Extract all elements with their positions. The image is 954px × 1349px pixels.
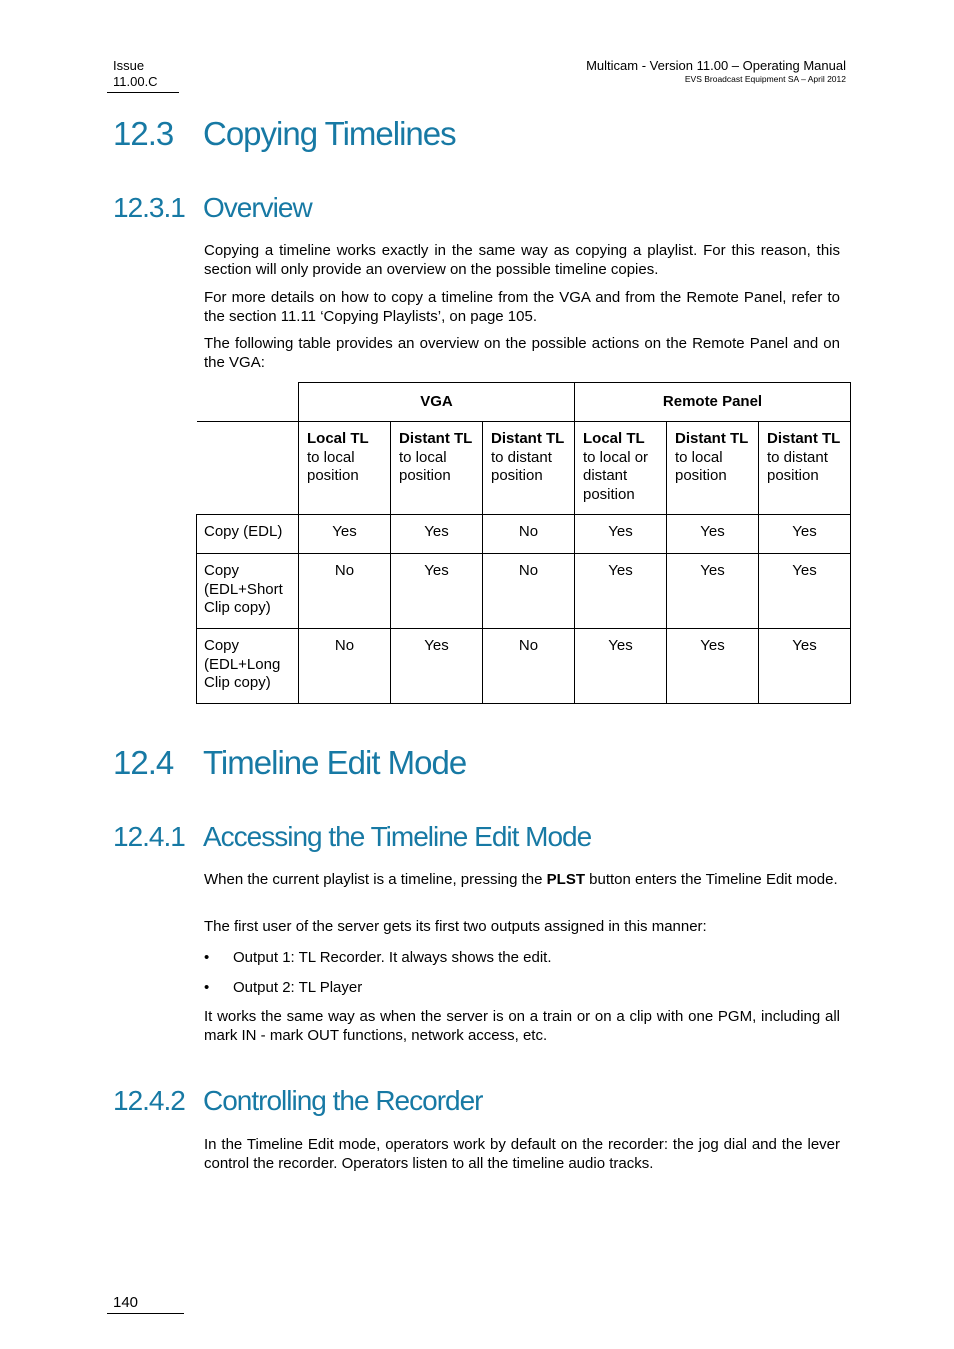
column-header (667, 422, 759, 515)
table-cell: Yes (575, 515, 667, 554)
column-header (575, 422, 667, 515)
table-column-header-row (197, 422, 851, 515)
overview-paragraph-3: The following table provides an overview on the possible actions on the Remote Panel and on the VGA: (204, 335, 840, 371)
plst-button-name: PLST (546, 871, 585, 888)
copy-overview-table (196, 382, 851, 704)
column-header-bold: Distant TL (491, 430, 565, 447)
table-cell: Yes (667, 554, 759, 629)
column-header-text: to distant position (767, 448, 828, 484)
section-12-3-heading (113, 114, 456, 154)
table-cell: No (299, 629, 391, 704)
table-corner-cell (197, 383, 299, 422)
section-12-4-2-heading (113, 1084, 483, 1118)
table-cell: No (483, 515, 575, 554)
document-title: Multicam - Version 11.00 – Operating Manual (586, 58, 846, 73)
group-header-vga: VGA (299, 383, 575, 422)
column-header-text: to local position (675, 448, 727, 484)
column-header (759, 422, 851, 515)
table-cell: Yes (667, 629, 759, 704)
table-cell: Yes (391, 554, 483, 629)
row-label: Copy (EDL) (197, 515, 299, 554)
table-group-header-row (197, 383, 851, 422)
issue-rule (107, 92, 179, 93)
row-label: Copy (EDL+Short Clip copy) (197, 554, 299, 629)
table-cell: Yes (391, 515, 483, 554)
column-header-bold: Local TL (307, 430, 369, 447)
table-cell: Yes (759, 629, 851, 704)
overview-paragraph-2: For more details on how to copy a timeline from the VGA and from the Remote Panel, refer to the section 11.11 ‘Copying Playlists’, on page 105. (204, 289, 840, 325)
column-header (483, 422, 575, 515)
section-title: Controlling the Recorder (203, 1085, 483, 1116)
section-title: Copying Timelines (203, 115, 456, 152)
bullet-icon: • (204, 949, 210, 966)
issue-number: 11.00.C (113, 74, 158, 89)
controlling-paragraph-1: In the Timeline Edit mode, operators work by default on the recorder: the jog dial and the lever control the recorder. Operators listen to all the timeline audio tracks. (204, 1136, 840, 1172)
bullet-icon: • (204, 979, 210, 996)
column-header (299, 422, 391, 515)
accessing-paragraph-3: It works the same way as when the server is on a train or on a clip with one PGM, including all mark IN - mark OUT functions, network access, etc. (204, 1008, 840, 1044)
column-header-text: to local position (307, 448, 359, 484)
paragraph-text: button enters the Timeline Edit mode. (585, 871, 838, 888)
section-title: Accessing the Timeline Edit Mode (203, 821, 592, 852)
section-number: 12.4.2 (113, 1085, 185, 1116)
table-cell: Yes (391, 629, 483, 704)
table-row (197, 629, 851, 704)
section-number: 12.3.1 (113, 192, 185, 223)
section-title: Overview (203, 192, 312, 223)
overview-paragraph-1: Copying a timeline works exactly in the same way as copying a playlist. For this reason, this section will only provide an overview on the possible timeline copies. (204, 242, 840, 278)
table-cell: Yes (575, 629, 667, 704)
group-header-remote-panel: Remote Panel (575, 383, 851, 422)
column-header-text: to local position (399, 448, 451, 484)
paragraph-text: When the current playlist is a timeline, pressing the (204, 871, 547, 888)
page-number: 140 (113, 1294, 139, 1311)
document-subtitle: EVS Broadcast Equipment SA – April 2012 (684, 74, 846, 84)
section-12-4-heading (113, 743, 466, 783)
section-title: Timeline Edit Mode (203, 744, 467, 781)
table-cell: Yes (759, 554, 851, 629)
column-header-bold: Distant TL (399, 430, 473, 447)
column-header-bold: Distant TL (675, 430, 749, 447)
section-12-3-1-heading (113, 191, 312, 225)
issue-label: Issue (113, 58, 145, 73)
row-label: Copy (EDL+Long Clip copy) (197, 629, 299, 704)
accessing-paragraph-2: The first user of the server gets its first two outputs assigned in this manner: (204, 918, 707, 935)
list-item (204, 979, 362, 997)
table-cell: Yes (667, 515, 759, 554)
table-cell: No (483, 554, 575, 629)
section-number: 12.4.1 (113, 821, 185, 852)
table-row (197, 515, 851, 554)
table-cell: Yes (299, 515, 391, 554)
section-12-4-1-heading (113, 820, 591, 854)
column-header-text: to distant position (491, 448, 552, 484)
table-row (197, 554, 851, 629)
table-cell: Yes (759, 515, 851, 554)
accessing-paragraph-1 (204, 871, 840, 890)
column-header-bold: Local TL (583, 430, 645, 447)
column-header-text: to local or distant position (583, 448, 649, 503)
table-cell: No (483, 629, 575, 704)
list-item (204, 949, 552, 967)
table-corner-cell (197, 422, 299, 515)
column-header-bold: Distant TL (767, 430, 841, 447)
section-number: 12.4 (113, 744, 174, 781)
list-item-text: Output 1: TL Recorder. It always shows the edit. (233, 949, 552, 966)
table-cell: Yes (575, 554, 667, 629)
table-cell: No (299, 554, 391, 629)
list-item-text: Output 2: TL Player (233, 979, 363, 996)
column-header (391, 422, 483, 515)
page-number-rule (107, 1313, 184, 1314)
section-number: 12.3 (113, 115, 174, 152)
